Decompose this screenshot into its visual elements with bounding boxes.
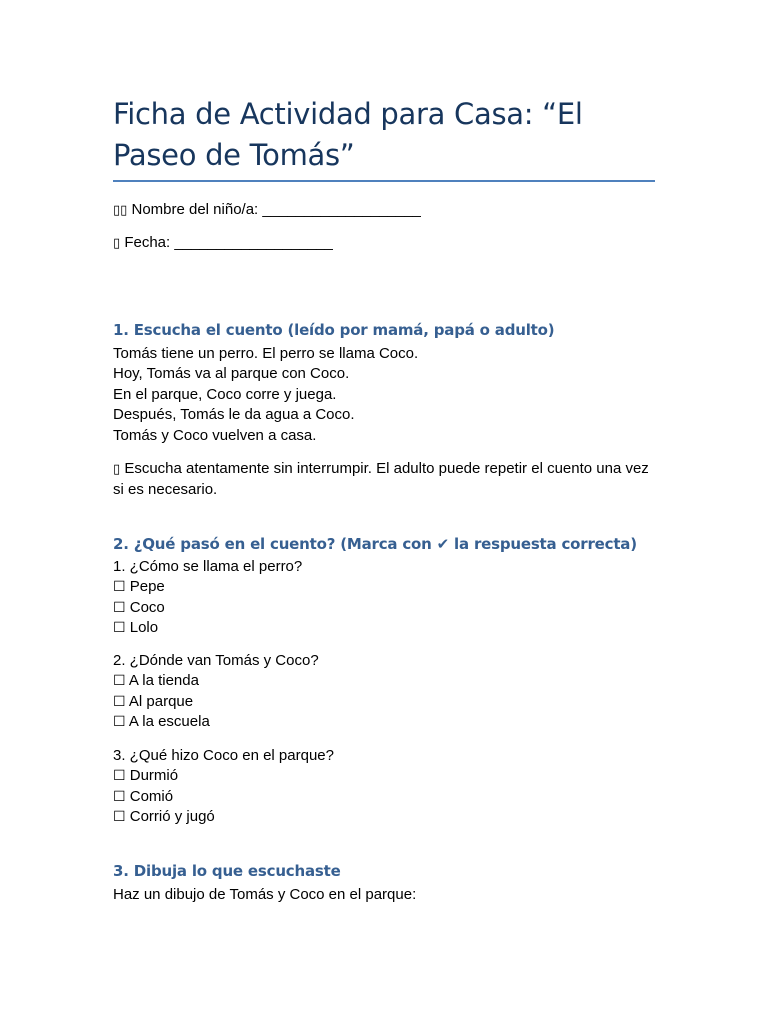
answer-option-label: Al parque <box>128 692 194 710</box>
question-block <box>113 557 653 639</box>
answer-option[interactable] <box>113 766 653 786</box>
answer-option[interactable] <box>113 712 653 732</box>
checkbox-icon[interactable]: ☐ <box>113 673 126 690</box>
checkbox-icon[interactable]: ☐ <box>113 714 126 731</box>
checkbox-icon[interactable]: ☐ <box>113 768 126 785</box>
page-title: Ficha de Actividad para Casa: “El Paseo de Tomás” <box>113 97 583 172</box>
note-placeholder-icon: ▯ <box>113 462 121 477</box>
question-text: 1. ¿Cómo se llama el perro? <box>113 558 303 575</box>
question-block <box>113 651 653 733</box>
child-name-field <box>113 201 421 220</box>
question-block <box>113 746 653 828</box>
checkbox-icon[interactable]: ☐ <box>113 693 126 710</box>
answer-option[interactable] <box>113 618 653 638</box>
question-text: 2. ¿Dónde van Tomás y Coco? <box>113 652 319 669</box>
date-placeholder-icon: ▯ <box>113 236 121 251</box>
answer-option-label: A la tienda <box>128 672 199 690</box>
child-name-label: Nombre del niño/a: ___________________ <box>131 201 421 218</box>
answer-option-label: Durmió <box>129 767 179 785</box>
answer-option-label: A la escuela <box>128 713 210 731</box>
answer-option[interactable] <box>113 807 653 827</box>
checkbox-icon[interactable]: ☐ <box>113 788 126 805</box>
name-placeholder-icon: ▯▯ <box>113 203 128 218</box>
checkbox-icon[interactable]: ☐ <box>113 809 126 826</box>
drawing-instruction: Haz un dibujo de Tomás y Coco en el parque: <box>113 886 417 903</box>
listening-note-text: Escucha atentamente sin interrumpir. El adulto puede repetir el cuento una vez si es necesario. <box>113 460 649 499</box>
story-line: Tomás y Coco vuelven a casa. <box>113 426 317 444</box>
title-divider <box>113 180 655 182</box>
answer-option-label: Corrió y jugó <box>129 808 215 826</box>
checkbox-icon[interactable]: ☐ <box>113 599 126 616</box>
answer-option-label: Coco <box>129 598 165 616</box>
answer-option-label: Lolo <box>129 619 159 637</box>
listening-note <box>113 459 653 501</box>
date-label: Fecha: ___________________ <box>124 234 333 251</box>
date-field <box>113 234 333 253</box>
answer-option[interactable] <box>113 787 653 807</box>
answer-option-label: Pepe <box>129 578 165 596</box>
story-line: Después, Tomás le da agua a Coco. <box>113 406 355 424</box>
section1-heading: 1. Escucha el cuento (leído por mamá, papá o adulto) <box>113 321 555 339</box>
story-line: Hoy, Tomás va al parque con Coco. <box>113 365 350 383</box>
answer-option[interactable] <box>113 598 653 618</box>
section2-heading: 2. ¿Qué pasó en el cuento? (Marca con ✔ la respuesta correcta) <box>113 535 637 553</box>
answer-option[interactable] <box>113 692 653 712</box>
story-text <box>113 344 653 446</box>
answer-option[interactable] <box>113 671 653 691</box>
question-text: 3. ¿Qué hizo Coco en el parque? <box>113 747 334 764</box>
story-line: Tomás tiene un perro. El perro se llama Coco. <box>113 345 419 362</box>
section3-heading: 3. Dibuja lo que escuchaste <box>113 862 341 880</box>
story-line: En el parque, Coco corre y juega. <box>113 385 337 403</box>
checkbox-icon[interactable]: ☐ <box>113 579 126 596</box>
answer-option[interactable] <box>113 577 653 597</box>
checkbox-icon[interactable]: ☐ <box>113 620 126 637</box>
answer-option-label: Comió <box>129 787 174 805</box>
